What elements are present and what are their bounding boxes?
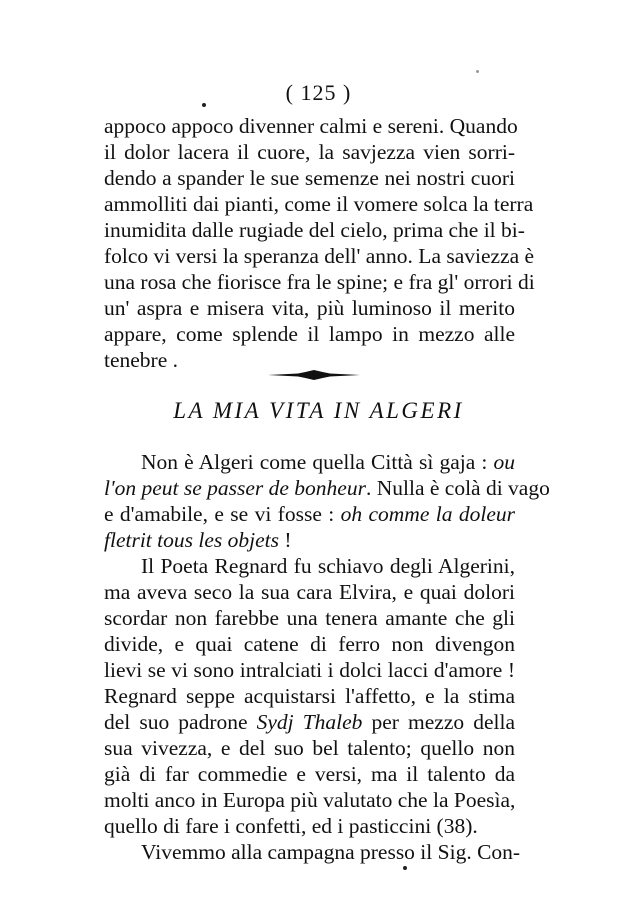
text-span: del suo padrone <box>104 710 257 734</box>
text-span: e d'amabile, e se vi fosse : <box>104 502 341 526</box>
text-line: il dolor lacera il cuore, la savjezza vien sorri- <box>104 140 515 164</box>
text-line: già di far commedie e versi, ma il talento da <box>104 762 515 786</box>
ink-speck <box>476 70 479 73</box>
french-quote: fletrit tous les objets <box>104 528 279 552</box>
section-ornament <box>268 368 360 382</box>
text-line: tenebre . <box>104 348 179 372</box>
text-line <box>104 527 515 553</box>
text-line: folco vi versi la speranza dell' anno. La saviezza è <box>104 244 535 268</box>
text-span: Non è Algeri come quella Città sì gaja : <box>141 450 494 474</box>
text-line: Il Poeta Regnard fu schiavo degli Algerini, <box>141 554 515 578</box>
text-line: molti anco in Europa più valutato che la Poesìa, <box>104 788 516 812</box>
text-line: scordar non farebbe una tenera amante che gli <box>104 606 515 630</box>
french-quote: oh comme la doleur <box>340 502 515 526</box>
text-line: ammolliti dai pianti, come il vomere solca la terra <box>104 192 534 216</box>
paragraph-4: Vivemmo alla campagna presso il Sig. Con- <box>141 840 521 864</box>
text-line: Regnard seppe acquistarsi l'affetto, e la stima <box>104 684 515 708</box>
text-line: dendo a spander le sue semenze nei nostri cuori <box>104 166 515 190</box>
text-line: quello di fare i confetti, ed i pasticcini (38). <box>104 814 478 838</box>
text-span: per mezzo della <box>362 710 515 734</box>
text-line: sua vivezza, e del suo bel talento; quello non <box>104 736 515 760</box>
text-line <box>141 449 515 475</box>
text-span: ! <box>278 528 292 552</box>
person-name: Sydj Thaleb <box>256 710 363 734</box>
text-line: appare, come splende il lampo in mezzo alle <box>104 322 515 346</box>
text-line <box>104 709 515 735</box>
french-quote: ou <box>493 450 515 474</box>
text-line: inumidita dalle rugiade del cielo, prima che il bi- <box>104 218 525 242</box>
text-line <box>104 501 515 527</box>
text-line: lievi se vi sono intralciati i dolci lacci d'amore ! <box>104 658 515 682</box>
text-line <box>104 475 550 501</box>
ink-speck <box>403 866 407 870</box>
ink-speck <box>202 103 206 107</box>
text-line: una rosa che fiorisce fra le spine; e fra gl' orrori di <box>104 270 535 294</box>
text-line: divide, e quai catene di ferro non divengon <box>104 632 515 656</box>
text-span: . Nulla è colà di vago <box>365 476 550 500</box>
page-number: ( 125 ) <box>285 80 352 105</box>
text-line: ma aveva seco la sua cara Elvira, e quai dolori <box>104 580 515 604</box>
french-quote: l'on peut se passer de bonheur <box>104 476 366 500</box>
section-heading: LA MIA VITA IN ALGERI <box>173 398 464 423</box>
text-line: appoco appoco divenner calmi e sereni. Quando <box>104 114 518 138</box>
text-line: un' aspra e misera vita, più luminoso il merito <box>104 296 515 320</box>
